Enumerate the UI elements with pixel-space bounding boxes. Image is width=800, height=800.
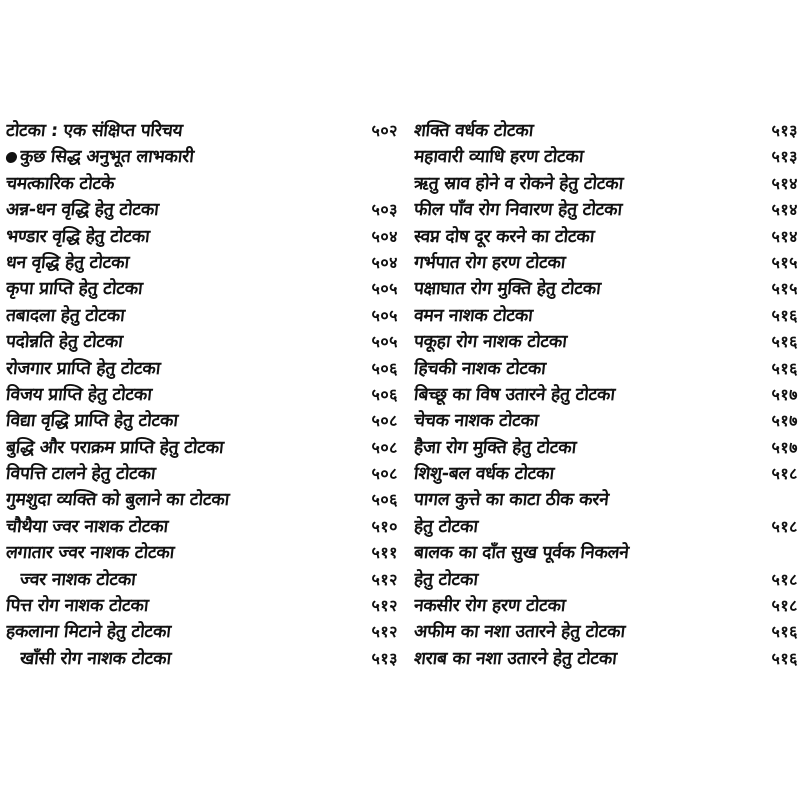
toc-entry-text: शक्ति वर्धक टोटका	[412, 121, 535, 141]
toc-entry-text: रोजगार प्राप्ति हेतु टोटका	[4, 358, 162, 379]
toc-entry-title	[413, 619, 627, 645]
toc-entry	[6, 356, 398, 382]
toc-entry-page: ५०२	[371, 121, 398, 140]
toc-entry-title	[413, 461, 556, 487]
toc-entry-page: ५१८	[771, 596, 798, 616]
toc-entry	[414, 197, 798, 223]
toc-entry	[414, 408, 798, 434]
toc-entry-page: ५०६	[371, 490, 398, 510]
toc-entry-title	[5, 461, 157, 487]
toc-entry-page: ५१७	[771, 411, 798, 431]
toc-entry-title	[413, 224, 596, 250]
toc-entry-text: लगातार ज्वर नाशक टोटका	[4, 543, 176, 564]
toc-entry-title	[5, 197, 160, 223]
toc-entry-page: ५१५	[771, 279, 798, 299]
toc-entry-title	[413, 646, 618, 672]
toc-entry-title	[5, 224, 151, 250]
toc-entry-title	[413, 540, 630, 566]
toc-entry	[414, 382, 798, 408]
toc-entry-text: विपत्ति टालने हेतु टोटका	[4, 464, 157, 485]
toc-entry	[414, 435, 798, 461]
toc-entry-page: ५०८	[371, 437, 398, 457]
toc-entry-text: हेतु टोटका	[412, 516, 479, 537]
toc-entry-text: वमन नाशक टोटका	[412, 305, 534, 326]
toc-entry-title	[5, 435, 225, 461]
toc-entry-page: ५०५	[371, 305, 398, 325]
toc-entry-title	[413, 408, 540, 434]
toc-entry-title	[5, 250, 131, 276]
toc-entry-text: पक्षाघात रोग मुक्ति हेतु टोटका	[412, 279, 602, 300]
toc-entry-text: कृपा प्राप्ति हेतु टोटका	[4, 279, 144, 300]
toc-right-column	[414, 118, 798, 672]
toc-entry	[414, 356, 798, 382]
toc-entry	[414, 487, 798, 513]
toc-entry-text: शिशु-बल वर्धक टोटका	[412, 464, 555, 485]
toc-entry-text: ज्वर नाशक टोटका	[18, 569, 137, 590]
toc-entry-page: ५०४	[371, 252, 398, 272]
toc-entry-page: ५१४	[771, 173, 798, 193]
toc-entry-text: पागल कुत्ते का काटा ठीक करने	[412, 490, 610, 511]
toc-entry-text: महावारी व्याधि हरण टोटका	[412, 147, 585, 168]
toc-entry-text: फील पाँव रोग निवारण हेतु टोटका	[412, 200, 623, 221]
toc-entry	[414, 619, 798, 645]
toc-entry-page: ५१७	[771, 437, 798, 457]
toc-entry	[6, 593, 398, 619]
toc-entry	[6, 514, 398, 540]
toc-entry	[414, 593, 798, 619]
toc-entry-title	[5, 540, 176, 566]
toc-entry	[6, 435, 398, 461]
toc-entry	[414, 567, 798, 593]
toc-entry-title	[413, 303, 534, 329]
toc-entry-title	[413, 250, 567, 276]
toc-entry-page: ५०५	[371, 332, 398, 352]
toc-entry	[6, 144, 398, 170]
toc-entry	[6, 276, 398, 302]
toc-entry-text: बुद्धि और पराक्रम प्राप्ति हेतु टोटका	[4, 437, 225, 458]
toc-entry-text: पकूहा रोग नाशक टोटका	[412, 332, 568, 353]
toc-entry-text: धन वृद्धि हेतु टोटका	[4, 252, 130, 273]
toc-entry	[414, 144, 798, 170]
toc-entry-page: ५०६	[371, 384, 398, 404]
toc-entry-text: हकलाना मिटाने हेतु टोटका	[4, 622, 172, 643]
toc-entry	[6, 567, 398, 593]
toc-entry	[414, 118, 798, 144]
toc-entry	[6, 197, 398, 223]
toc-entry-text: विजय प्राप्ति हेतु टोटका	[4, 384, 153, 405]
toc-entry-page: ५१४	[771, 226, 798, 246]
toc-entry-title	[413, 197, 624, 223]
toc-entry-page: ५१६	[771, 305, 798, 325]
toc-entry-page: ५१६	[771, 358, 798, 378]
toc-entry-title	[413, 435, 578, 461]
toc-entry-page: ५१८	[771, 569, 798, 589]
toc-entry-page: ५१३	[371, 648, 398, 668]
toc-entry	[414, 646, 798, 672]
toc-entry-text: अन्न-धन वृद्धि हेतु टोटका	[4, 200, 160, 221]
toc-entry-text: हिचकी नाशक टोटका	[412, 358, 547, 379]
toc-entry	[6, 171, 398, 197]
toc-entry-page: ५१२	[371, 569, 398, 589]
toc-entry-page: ५१३	[771, 121, 798, 140]
toc-entry-text: भण्डार वृद्धि हेतु टोटका	[4, 226, 151, 247]
toc-entry-title	[5, 514, 170, 540]
toc-entry-title	[5, 118, 184, 144]
toc-entry	[414, 540, 798, 566]
toc-entry	[414, 250, 798, 276]
toc-entry	[414, 329, 798, 355]
toc-entry-title	[5, 619, 172, 645]
toc-entry-text: नकसीर रोग हरण टोटका	[412, 596, 567, 617]
toc-entry-title	[413, 382, 617, 408]
toc-entry	[6, 646, 398, 672]
toc-entry-page: ५१८	[771, 516, 798, 536]
toc-entry-text: स्वप्न दोष दूर करने का टोटका	[412, 226, 596, 247]
toc-entry-text: पदोन्नति हेतु टोटका	[4, 332, 124, 353]
toc-entry-title	[413, 276, 602, 302]
toc-entry-page: ५०५	[371, 279, 398, 299]
toc-entry-page: ५१६	[771, 648, 798, 668]
toc-entry	[414, 224, 798, 250]
toc-entry-title	[5, 382, 153, 408]
toc-entry-title	[5, 593, 150, 619]
toc-entry-title	[5, 329, 124, 355]
toc-entry-text: हेतु टोटका	[412, 569, 479, 590]
toc-entry-title	[5, 408, 180, 434]
toc-entry-page: ५०८	[371, 411, 398, 431]
toc-entry-title	[5, 144, 195, 170]
toc-entry	[6, 329, 398, 355]
toc-entry-text: ऋतु स्राव होने व रोकने हेतु टोटका	[412, 173, 625, 194]
toc-entry-title	[5, 171, 116, 197]
toc-entry-title	[413, 567, 479, 593]
toc-entry-title	[413, 144, 585, 170]
toc-entry-title	[413, 329, 568, 355]
toc-entry-title	[413, 356, 547, 382]
toc-entry-page: ५०८	[371, 464, 398, 484]
toc-entry-page: ५०४	[371, 226, 398, 246]
toc-entry-text: विद्या वृद्धि प्राप्ति हेतु टोटका	[4, 411, 179, 432]
toc-entry-text: चेचक नाशक टोटका	[412, 411, 540, 432]
toc-entry-text: पित्त रोग नाशक टोटका	[4, 596, 150, 617]
toc-entry-text: तबादला हेतु टोटका	[4, 305, 126, 326]
toc-entry-title	[19, 567, 137, 593]
toc-entry-page: ५१८	[771, 464, 798, 484]
toc-entry-title	[5, 303, 126, 329]
toc-entry-text: कुछ सिद्ध अनुभूत लाभकारी	[18, 147, 195, 168]
toc-entry-page: ५१७	[771, 384, 798, 404]
toc-entry-text: गर्भपात रोग हरण टोटका	[412, 252, 567, 273]
toc-entry-title	[413, 171, 625, 197]
toc-entry-page: ५१६	[771, 332, 798, 352]
toc-entry	[6, 408, 398, 434]
toc-entry	[414, 514, 798, 540]
toc-entry-page: ५१३	[771, 147, 798, 167]
toc-entry-title	[413, 487, 610, 513]
toc-entry	[6, 487, 398, 513]
toc-entry	[6, 118, 398, 144]
toc-entry	[414, 461, 798, 487]
toc-entry-text: शराब का नशा उतारने हेतु टोटका	[412, 648, 618, 669]
toc-left-column	[6, 118, 398, 672]
toc-entry-text: खाँसी रोग नाशक टोटका	[18, 648, 172, 669]
toc-entry-text: टोटका : एक संक्षिप्त परिचय	[4, 121, 184, 141]
toc-entry	[414, 276, 798, 302]
toc-entry-title	[5, 276, 144, 302]
toc-entry	[414, 171, 798, 197]
toc-entry-text: बिच्छू का विष उतारने हेतु टोटका	[412, 384, 616, 405]
toc-entry-title	[19, 646, 173, 672]
toc-entry-text: चमत्कारिक टोटके	[4, 173, 116, 194]
toc-entry-page: ५११	[371, 543, 398, 563]
toc-entry	[6, 224, 398, 250]
toc-entry	[6, 540, 398, 566]
toc-entry-page: ५१४	[771, 200, 798, 220]
toc-entry-page: ५०३	[371, 200, 398, 220]
toc-entry	[6, 461, 398, 487]
toc-entry-title	[5, 356, 162, 382]
toc-entry-text: अफीम का नशा उतारने हेतु टोटका	[412, 622, 626, 643]
toc-entry	[414, 303, 798, 329]
toc-entry	[6, 382, 398, 408]
toc-entry-page: ५१०	[371, 516, 398, 536]
toc-entry-text: चौथैया ज्वर नाशक टोटका	[4, 516, 169, 537]
toc-entry-title	[5, 487, 231, 513]
toc-entry-text: बालक का दाँत सुख पूर्वक निकलने	[412, 543, 630, 564]
toc-entry-page: ५०६	[371, 358, 398, 378]
toc-entry	[6, 303, 398, 329]
bullet-icon	[5, 152, 17, 163]
toc-entry-text: हैजा रोग मुक्ति हेतु टोटका	[412, 437, 578, 458]
toc-entry	[6, 250, 398, 276]
toc-entry-page: ५१२	[371, 596, 398, 616]
toc-entry-title	[413, 514, 479, 540]
toc-entry-text: गुमशुदा व्यक्ति को बुलाने का टोटका	[4, 490, 231, 511]
toc-entry-title	[413, 593, 567, 619]
toc-entry-title	[413, 118, 535, 144]
toc-entry-page: ५१५	[771, 252, 798, 272]
toc-entry	[6, 619, 398, 645]
toc-entry-page: ५१२	[371, 622, 398, 642]
toc-entry-page: ५१६	[771, 622, 798, 642]
